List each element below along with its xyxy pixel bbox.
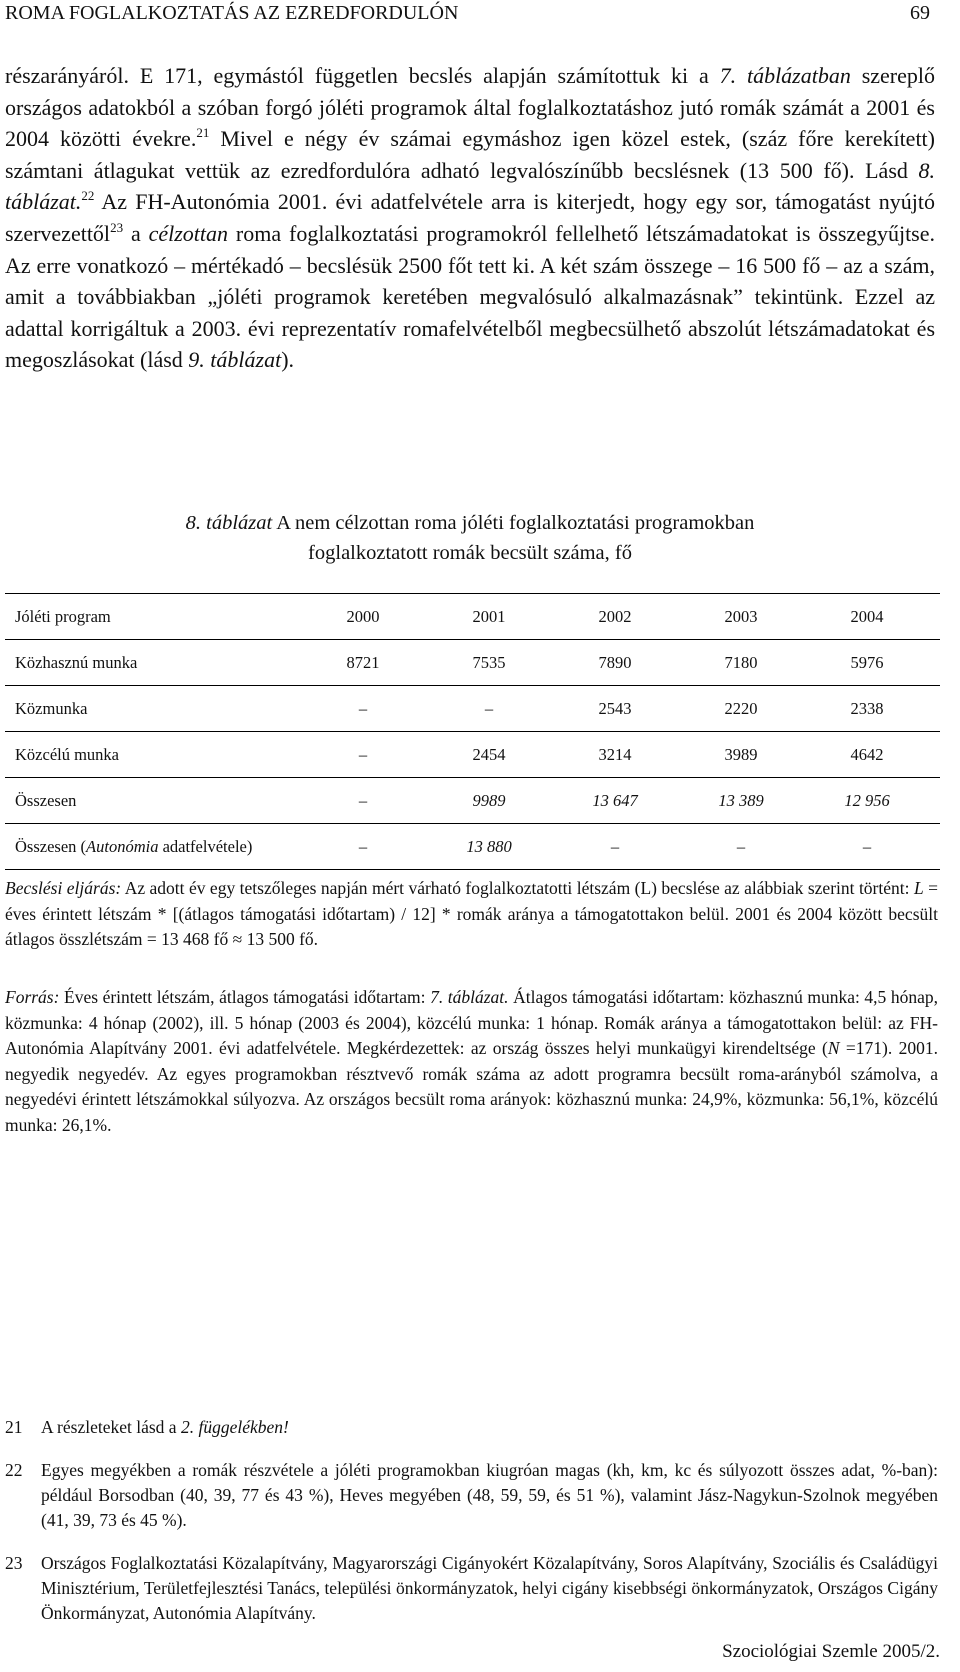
table-ref: 7. táblázatban [719, 63, 851, 88]
footnote [5, 1415, 938, 1440]
table-cell: – [358, 836, 368, 856]
table-cell [552, 791, 678, 811]
table-cell-value: 13 880 [466, 836, 512, 856]
text-run: Az adott év egy tetszőleges napján mért várható foglalkoztatotti létszám (L) becslése az alábbiak szerint történt: [121, 878, 914, 898]
table-ref: 8. táblázat. [5, 157, 935, 215]
note-label: Becslési eljárás: [5, 878, 122, 898]
footnote-text: Országos Foglalkoztatási Közalapítvány, Magyarországi Cigányokért Közalapítvány, Soros Alapítvány, Szociális és Családügyi Minisztérium, Területfejlesztési Tanács, települési önkormányzatok, helyi cigány kisebbségi önkormányzatok, Országos Cigány Önkormányzat, Autonómia Alapítvány. [41, 1553, 938, 1623]
table-cell [426, 791, 552, 811]
data-table [5, 593, 940, 870]
table-caption [5, 508, 935, 568]
caption-text: A nem célzottan roma jóléti foglalkoztatási programokban [272, 512, 755, 534]
table-row-autonomia [5, 823, 940, 869]
table-cell [804, 791, 930, 811]
text-run: ). [281, 347, 295, 373]
row-label: Közhasznú munka [15, 652, 138, 672]
footnote-number: 23 [5, 1553, 23, 1573]
footnote-text: Egyes megyékben a romák részvétele a jóléti programokban kiugróan magas (kh, km, kc és súlyozott összes adat, %-ban): például Borsodban (40, 39, 77 és 43 %), Heves megyében (48, 59, 59, és 51 %), valamint Jász-Nagykun-Szolnok megyében (41, 39, 73 és 45 %). [41, 1460, 938, 1530]
text-run: szereplő országos adatokból a szóban forgó jóléti programok által foglalkoztatáshoz jutó romák számát a 2001 és 2004 közötti évekre. [5, 63, 936, 152]
footnote-ref-22: 22 [81, 188, 95, 204]
table-cell: 8721 [346, 652, 380, 672]
running-title: ROMA FOGLALKOZTATÁS AZ EZREDFORDULÓN [5, 1, 459, 24]
table-cell [678, 791, 804, 811]
caption-line-2: foglalkoztatott romák becsült száma, fő [308, 542, 632, 564]
header-cell: Jóléti program [15, 606, 111, 626]
row-label: Összesen [15, 790, 77, 810]
table-cell: 2454 [472, 744, 506, 764]
table-cell: 5976 [850, 652, 884, 672]
text-run: részarányáról. E 171, egymástól független becslés alapján számítottuk ki a [5, 63, 720, 88]
table-cell: – [358, 790, 368, 810]
text-run: = éves érintett létszám * [(átlagos támogatási időtartam) / 12] * romák aránya a támogatottakon belül. 2001 és 2004 között becsült átlagos összlétszám = 13 468 fő ≈ 13 500 fő. [5, 878, 938, 949]
page-number: 69 [910, 1, 930, 24]
table-row [5, 639, 940, 685]
table-cell: 3214 [598, 744, 632, 764]
table-row [5, 731, 940, 777]
footnote-number: 21 [5, 1417, 23, 1437]
text-run: adatfelvétele) [158, 836, 253, 856]
table-header-row [5, 594, 940, 639]
source-note [5, 985, 938, 1138]
variable: N [827, 1038, 840, 1058]
footnote-text [41, 1415, 938, 1440]
row-label: Közmunka [15, 698, 88, 718]
caption-label: 8. táblázat [185, 512, 273, 534]
table-cell-value: 9989 [472, 790, 506, 810]
table-cell: – [358, 744, 368, 764]
running-header [5, 0, 930, 26]
table-cell: 7890 [598, 652, 632, 672]
table-ref: 7. táblázat. [430, 987, 509, 1007]
table-cell: 4642 [850, 744, 884, 764]
emphasis: Autonómia [86, 836, 159, 856]
caption-line-1 [5, 508, 935, 538]
emphasis: célzottan [148, 220, 229, 246]
body-paragraph [5, 60, 935, 376]
source-paragraph [5, 985, 938, 1138]
table-row-total [5, 777, 940, 823]
header-cell: 2001 [472, 606, 506, 626]
table-cell-value: 13 389 [718, 790, 764, 810]
footnote-ref-23: 23 [110, 219, 124, 235]
text-run: a [123, 220, 149, 246]
table-row [5, 685, 940, 731]
note-label: Forrás: [5, 987, 60, 1007]
table-cell: – [736, 836, 746, 856]
table-cell: 3989 [724, 744, 758, 764]
text-run: Mivel e négy év számai egymáshoz igen közel estek, (száz főre kerekített) számtani átlagukat vettük az ezredfordulóra adható legvalószínűbb becslésnek (13 500 fő). Lásd [5, 126, 935, 183]
table-cell-value: 13 647 [592, 790, 638, 810]
text-run: Összesen ( [15, 836, 87, 856]
variable: L [913, 878, 924, 898]
emphasis: 2. függelékben! [180, 1417, 289, 1437]
text-run: roma foglalkoztatási programokról fellelhető létszámadatokat is összegyűjtse. Az erre vonatkozó – mértékadó – becslésük 2500 főt tett ki. A két szám összege – 16 500 fő – az a szám, amit a továbbiakban „jóléti programok keretében megvalósuló alkalmazásnak” tekintünk. Ezzel az adattal korrigáltuk a 2003. évi reprezentatív romafelvételből megbecsülhető abszolút létszámadatokat és megoszlásokat (lásd [5, 220, 936, 373]
header-cell: 2003 [724, 606, 758, 626]
header-cell: 2000 [346, 606, 380, 626]
table-cell [426, 837, 552, 857]
text-run: Átlagos támogatási időtartam: közhasznú munka: 4,5 hónap, közmunka: 4 hónap (2002), ill. 5 hónap (2003 és 2004), közcélú munka: 1 hónap. Romák aránya a támogatottakon belül: az FH-Autonómia Alapítvány 2001. évi adatfelvétele. Megkérdezettek: az ország összes helyi munkaügyi kirendeltsége ( [5, 987, 938, 1058]
row-label [5, 837, 300, 857]
body-text [5, 60, 935, 376]
table-ref: 9. táblázat [188, 347, 282, 373]
table-cell: 2220 [724, 698, 758, 718]
text-run: Éves érintett létszám, átlagos támogatási időtartam: [59, 987, 431, 1007]
table-cell: 7535 [472, 652, 506, 672]
table-cell: 2338 [850, 698, 884, 718]
row-label: Közcélú munka [15, 744, 120, 764]
table-cell: – [484, 698, 494, 718]
method-paragraph [5, 876, 938, 953]
footnote-ref-21: 21 [196, 125, 210, 141]
header-cell: 2002 [598, 606, 632, 626]
table-cell-value: 12 956 [844, 790, 890, 810]
footnote [5, 1458, 938, 1533]
method-note [5, 876, 938, 953]
footnote-number: 22 [5, 1460, 23, 1480]
table-cell: – [358, 698, 368, 718]
table-cell: 7180 [724, 652, 758, 672]
text-run: A részleteket lásd a [41, 1417, 181, 1437]
header-cell: 2004 [850, 606, 884, 626]
journal-footer: Szociológiai Szemle 2005/2. [722, 1641, 940, 1662]
footnotes [5, 1415, 938, 1644]
table-cell: – [862, 836, 872, 856]
table-cell: – [610, 836, 620, 856]
text-run: Az FH-Autonómia 2001. évi adatfelvétele arra is kiterjedt, hogy egy sor, támogatást nyújtó szervezettől [5, 189, 935, 246]
footnote [5, 1551, 938, 1626]
text-run: =171). 2001. negyedik negyedév. Az egyes programokban résztvevő romák száma az adott programra becsült roma-arányból számolva, a negyedévi érintett létszámokkal súlyozva. Az országos becsült roma arányok: közhasznú munka: 24,9%, közmunka: 56,1%, közcélú munka: 26,1%. [5, 1038, 938, 1135]
table-cell: 2543 [598, 698, 632, 718]
